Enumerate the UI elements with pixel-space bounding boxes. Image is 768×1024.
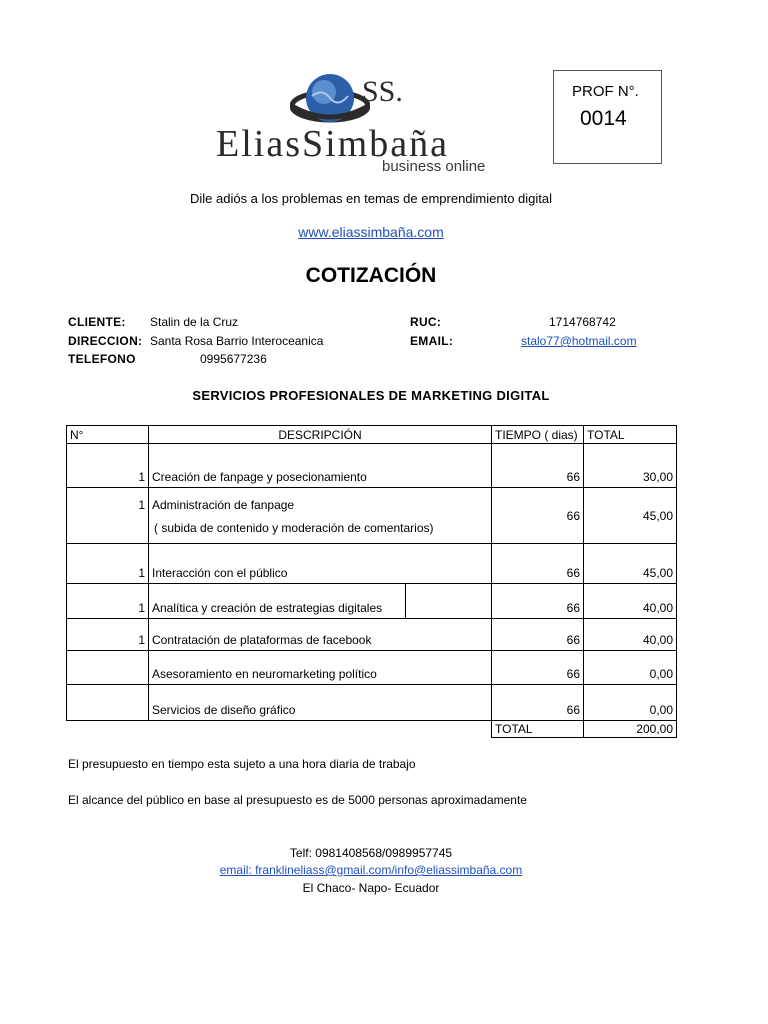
- logo-wordmark: EliasSimbaña: [216, 123, 449, 165]
- row-total: 45,00: [584, 488, 677, 544]
- quotation-table: [66, 425, 677, 738]
- company-logo: [212, 62, 502, 188]
- logo-monogram: [362, 72, 402, 112]
- total-label: TOTAL: [492, 721, 584, 738]
- row-desc-text: Analítica y creación de estrategias digitales: [152, 601, 383, 615]
- note-time: El presupuesto en tiempo esta sujeto a una hora diaria de trabajo: [68, 757, 416, 771]
- section-title: SERVICIOS PROFESIONALES DE MARKETING DIGITAL: [192, 388, 550, 403]
- logo-monogram-text: SS.: [362, 75, 403, 108]
- client-email-link[interactable]: stalo77@hotmail.com: [521, 334, 637, 348]
- footer-location: El Chaco- Napo- Ecuador: [302, 881, 440, 895]
- proforma-label: PROF N°.: [572, 83, 639, 100]
- table-row: [67, 544, 677, 584]
- table-row: [67, 584, 677, 619]
- row-n: 1: [67, 488, 149, 544]
- table-row: [67, 651, 677, 685]
- empty-cell: [149, 721, 492, 738]
- row-tiempo: 66: [492, 584, 584, 619]
- website-link[interactable]: www.eliassimbaña.com: [298, 224, 444, 240]
- row-n: 1: [67, 444, 149, 488]
- proforma-number: 0014: [580, 107, 627, 130]
- row-total: 40,00: [584, 619, 677, 651]
- row-desc: Creación de fanpage y posecionamiento: [149, 444, 492, 488]
- row-n: [67, 685, 149, 721]
- table-row: [67, 488, 677, 544]
- ruc-value: 1714768742: [549, 315, 616, 329]
- row-desc: [149, 584, 492, 619]
- document-title: COTIZACIÓN: [305, 264, 437, 287]
- total-value: 200,00: [584, 721, 677, 738]
- row-total: 30,00: [584, 444, 677, 488]
- row-n: 1: [67, 544, 149, 584]
- telefono-value: 0995677236: [200, 352, 267, 366]
- empty-cell: [67, 721, 149, 738]
- table-total-row: [67, 721, 677, 738]
- table-header-row: [67, 426, 677, 444]
- row-tiempo: 66: [492, 651, 584, 685]
- email-label: EMAIL:: [410, 334, 454, 348]
- note-reach: El alcance del público en base al presupuesto es de 5000 personas aproximadamente: [68, 793, 527, 807]
- header-total: TOTAL: [584, 426, 677, 444]
- row-n: 1: [67, 584, 149, 619]
- row-total: 45,00: [584, 544, 677, 584]
- header-n: N°: [67, 426, 149, 444]
- row-n: [67, 651, 149, 685]
- row-desc-line1: Administración de fanpage: [152, 498, 295, 512]
- row-tiempo: 66: [492, 488, 584, 544]
- row-desc-line2: ( subida de contenido y moderación de comentarios): [154, 521, 434, 535]
- direccion-label: DIRECCION:: [68, 334, 143, 348]
- logo-subtitle: business online: [382, 158, 486, 175]
- footer-phone: Telf: 0981408568/0989957745: [289, 846, 453, 860]
- tagline: Dile adiós a los problemas en temas de emprendimiento digital: [189, 191, 553, 206]
- row-total: 0,00: [584, 651, 677, 685]
- telefono-label: TELEFONO: [68, 352, 136, 366]
- row-desc: Interacción con el público: [149, 544, 492, 584]
- row-desc: [149, 488, 492, 544]
- row-total: 0,00: [584, 685, 677, 721]
- table-row: [67, 619, 677, 651]
- direccion-value: Santa Rosa Barrio Interoceanica: [150, 334, 324, 348]
- row-desc: Asesoramiento en neuromarketing político: [149, 651, 492, 685]
- row-desc: Servicios de diseño gráfico: [149, 685, 492, 721]
- cliente-value: Stalin de la Cruz: [150, 315, 239, 329]
- cell-divider: [405, 584, 406, 618]
- row-tiempo: 66: [492, 619, 584, 651]
- header-tiempo: TIEMPO ( dias): [492, 426, 584, 444]
- row-total: 40,00: [584, 584, 677, 619]
- row-desc: Contratación de plataformas de facebook: [149, 619, 492, 651]
- table-row: [67, 444, 677, 488]
- row-n: 1: [67, 619, 149, 651]
- footer-email-link[interactable]: email: franklineliass@gmail.com/info@eliassimbaña.com: [219, 863, 523, 877]
- row-tiempo: 66: [492, 685, 584, 721]
- cliente-label: CLIENTE:: [68, 315, 126, 329]
- table-row: [67, 685, 677, 721]
- header-descripcion: DESCRIPCIÓN: [149, 426, 492, 444]
- ruc-label: RUC:: [410, 315, 442, 329]
- row-tiempo: 66: [492, 544, 584, 584]
- row-tiempo: 66: [492, 444, 584, 488]
- proforma-number-box: [553, 70, 662, 164]
